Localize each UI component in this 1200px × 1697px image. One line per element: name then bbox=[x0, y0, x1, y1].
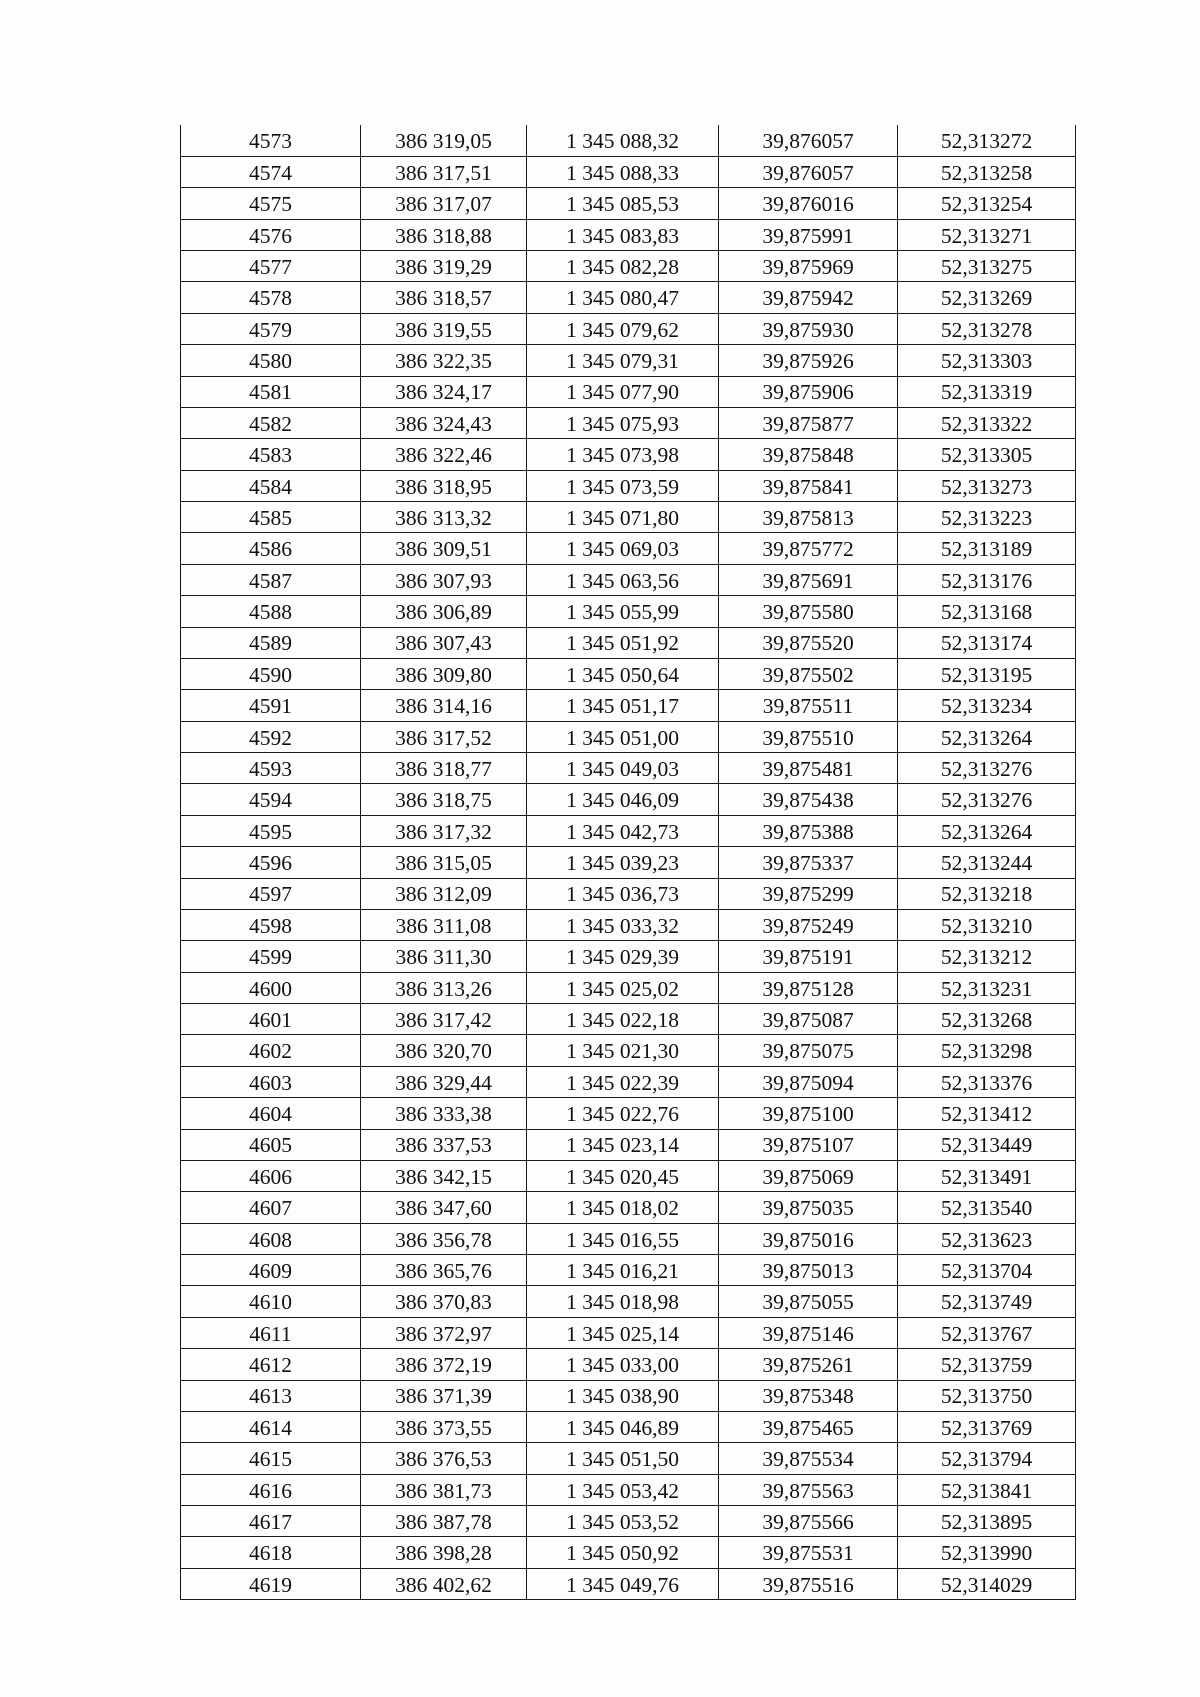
point-number-cell: 4598 bbox=[181, 909, 361, 940]
point-number-cell: 4618 bbox=[181, 1537, 361, 1568]
point-number-cell: 4576 bbox=[181, 219, 361, 250]
x-coordinate-cell: 386 314,16 bbox=[361, 690, 527, 721]
latitude-cell: 39,875069 bbox=[719, 1160, 898, 1191]
longitude-cell: 52,313278 bbox=[898, 313, 1076, 344]
table-row bbox=[181, 815, 1076, 846]
x-coordinate-cell: 386 309,80 bbox=[361, 658, 527, 689]
latitude-cell: 39,875813 bbox=[719, 502, 898, 533]
longitude-cell: 52,313298 bbox=[898, 1035, 1076, 1066]
table-row bbox=[181, 658, 1076, 689]
latitude-cell: 39,876016 bbox=[719, 188, 898, 219]
table-row bbox=[181, 1129, 1076, 1160]
y-coordinate-cell: 1 345 082,28 bbox=[527, 251, 719, 282]
point-number-cell: 4588 bbox=[181, 596, 361, 627]
table-row bbox=[181, 596, 1076, 627]
table-row bbox=[181, 345, 1076, 376]
longitude-cell: 52,313794 bbox=[898, 1443, 1076, 1474]
x-coordinate-cell: 386 365,76 bbox=[361, 1255, 527, 1286]
y-coordinate-cell: 1 345 051,17 bbox=[527, 690, 719, 721]
latitude-cell: 39,875438 bbox=[719, 784, 898, 815]
x-coordinate-cell: 386 381,73 bbox=[361, 1474, 527, 1505]
longitude-cell: 52,313412 bbox=[898, 1098, 1076, 1129]
y-coordinate-cell: 1 345 055,99 bbox=[527, 596, 719, 627]
longitude-cell: 52,313189 bbox=[898, 533, 1076, 564]
x-coordinate-cell: 386 371,39 bbox=[361, 1380, 527, 1411]
coordinates-table bbox=[180, 125, 1076, 1600]
x-coordinate-cell: 386 356,78 bbox=[361, 1223, 527, 1254]
point-number-cell: 4593 bbox=[181, 753, 361, 784]
table-row bbox=[181, 1066, 1076, 1097]
x-coordinate-cell: 386 318,88 bbox=[361, 219, 527, 250]
x-coordinate-cell: 386 307,43 bbox=[361, 627, 527, 658]
table-row bbox=[181, 251, 1076, 282]
x-coordinate-cell: 386 309,51 bbox=[361, 533, 527, 564]
latitude-cell: 39,875691 bbox=[719, 564, 898, 595]
point-number-cell: 4585 bbox=[181, 502, 361, 533]
y-coordinate-cell: 1 345 036,73 bbox=[527, 878, 719, 909]
y-coordinate-cell: 1 345 042,73 bbox=[527, 815, 719, 846]
table-row bbox=[181, 439, 1076, 470]
latitude-cell: 39,875075 bbox=[719, 1035, 898, 1066]
x-coordinate-cell: 386 318,75 bbox=[361, 784, 527, 815]
x-coordinate-cell: 386 319,05 bbox=[361, 125, 527, 156]
point-number-cell: 4581 bbox=[181, 376, 361, 407]
latitude-cell: 39,875249 bbox=[719, 909, 898, 940]
point-number-cell: 4615 bbox=[181, 1443, 361, 1474]
x-coordinate-cell: 386 312,09 bbox=[361, 878, 527, 909]
x-coordinate-cell: 386 317,51 bbox=[361, 156, 527, 187]
table-row bbox=[181, 407, 1076, 438]
point-number-cell: 4589 bbox=[181, 627, 361, 658]
longitude-cell: 52,313322 bbox=[898, 407, 1076, 438]
latitude-cell: 39,875299 bbox=[719, 878, 898, 909]
y-coordinate-cell: 1 345 053,42 bbox=[527, 1474, 719, 1505]
longitude-cell: 52,313276 bbox=[898, 753, 1076, 784]
y-coordinate-cell: 1 345 029,39 bbox=[527, 941, 719, 972]
x-coordinate-cell: 386 319,55 bbox=[361, 313, 527, 344]
x-coordinate-cell: 386 373,55 bbox=[361, 1411, 527, 1442]
y-coordinate-cell: 1 345 079,62 bbox=[527, 313, 719, 344]
point-number-cell: 4616 bbox=[181, 1474, 361, 1505]
y-coordinate-cell: 1 345 071,80 bbox=[527, 502, 719, 533]
point-number-cell: 4596 bbox=[181, 847, 361, 878]
table-row bbox=[181, 188, 1076, 219]
x-coordinate-cell: 386 322,46 bbox=[361, 439, 527, 470]
latitude-cell: 39,875772 bbox=[719, 533, 898, 564]
longitude-cell: 52,313749 bbox=[898, 1286, 1076, 1317]
point-number-cell: 4582 bbox=[181, 407, 361, 438]
table-row bbox=[181, 502, 1076, 533]
y-coordinate-cell: 1 345 018,98 bbox=[527, 1286, 719, 1317]
table-row bbox=[181, 878, 1076, 909]
latitude-cell: 39,875942 bbox=[719, 282, 898, 313]
latitude-cell: 39,875348 bbox=[719, 1380, 898, 1411]
longitude-cell: 52,313750 bbox=[898, 1380, 1076, 1411]
point-number-cell: 4601 bbox=[181, 1004, 361, 1035]
table-row bbox=[181, 1537, 1076, 1568]
x-coordinate-cell: 386 387,78 bbox=[361, 1506, 527, 1537]
longitude-cell: 52,313258 bbox=[898, 156, 1076, 187]
table-row bbox=[181, 1035, 1076, 1066]
longitude-cell: 52,313704 bbox=[898, 1255, 1076, 1286]
point-number-cell: 4587 bbox=[181, 564, 361, 595]
y-coordinate-cell: 1 345 016,55 bbox=[527, 1223, 719, 1254]
longitude-cell: 52,313244 bbox=[898, 847, 1076, 878]
y-coordinate-cell: 1 345 025,14 bbox=[527, 1317, 719, 1348]
latitude-cell: 39,875128 bbox=[719, 972, 898, 1003]
table-row bbox=[181, 470, 1076, 501]
point-number-cell: 4619 bbox=[181, 1568, 361, 1599]
y-coordinate-cell: 1 345 016,21 bbox=[527, 1255, 719, 1286]
latitude-cell: 39,875534 bbox=[719, 1443, 898, 1474]
latitude-cell: 39,875191 bbox=[719, 941, 898, 972]
point-number-cell: 4609 bbox=[181, 1255, 361, 1286]
longitude-cell: 52,313234 bbox=[898, 690, 1076, 721]
y-coordinate-cell: 1 345 075,93 bbox=[527, 407, 719, 438]
point-number-cell: 4608 bbox=[181, 1223, 361, 1254]
latitude-cell: 39,875969 bbox=[719, 251, 898, 282]
latitude-cell: 39,875566 bbox=[719, 1506, 898, 1537]
table-row bbox=[181, 1160, 1076, 1191]
x-coordinate-cell: 386 317,32 bbox=[361, 815, 527, 846]
point-number-cell: 4604 bbox=[181, 1098, 361, 1129]
y-coordinate-cell: 1 345 046,89 bbox=[527, 1411, 719, 1442]
table-row bbox=[181, 972, 1076, 1003]
point-number-cell: 4614 bbox=[181, 1411, 361, 1442]
x-coordinate-cell: 386 317,52 bbox=[361, 721, 527, 752]
latitude-cell: 39,875520 bbox=[719, 627, 898, 658]
latitude-cell: 39,875107 bbox=[719, 1129, 898, 1160]
table-row bbox=[181, 627, 1076, 658]
y-coordinate-cell: 1 345 083,83 bbox=[527, 219, 719, 250]
point-number-cell: 4583 bbox=[181, 439, 361, 470]
x-coordinate-cell: 386 318,95 bbox=[361, 470, 527, 501]
point-number-cell: 4580 bbox=[181, 345, 361, 376]
table-row bbox=[181, 1474, 1076, 1505]
latitude-cell: 39,875481 bbox=[719, 753, 898, 784]
table-row bbox=[181, 1255, 1076, 1286]
point-number-cell: 4575 bbox=[181, 188, 361, 219]
y-coordinate-cell: 1 345 049,03 bbox=[527, 753, 719, 784]
longitude-cell: 52,313769 bbox=[898, 1411, 1076, 1442]
longitude-cell: 52,313491 bbox=[898, 1160, 1076, 1191]
x-coordinate-cell: 386 317,07 bbox=[361, 188, 527, 219]
point-number-cell: 4597 bbox=[181, 878, 361, 909]
y-coordinate-cell: 1 345 051,92 bbox=[527, 627, 719, 658]
y-coordinate-cell: 1 345 022,39 bbox=[527, 1066, 719, 1097]
latitude-cell: 39,875388 bbox=[719, 815, 898, 846]
point-number-cell: 4577 bbox=[181, 251, 361, 282]
x-coordinate-cell: 386 347,60 bbox=[361, 1192, 527, 1223]
y-coordinate-cell: 1 345 023,14 bbox=[527, 1129, 719, 1160]
table-row bbox=[181, 1411, 1076, 1442]
x-coordinate-cell: 386 372,19 bbox=[361, 1349, 527, 1380]
table-row bbox=[181, 721, 1076, 752]
longitude-cell: 52,313269 bbox=[898, 282, 1076, 313]
table-row bbox=[181, 376, 1076, 407]
latitude-cell: 39,875926 bbox=[719, 345, 898, 376]
y-coordinate-cell: 1 345 038,90 bbox=[527, 1380, 719, 1411]
point-number-cell: 4605 bbox=[181, 1129, 361, 1160]
y-coordinate-cell: 1 345 020,45 bbox=[527, 1160, 719, 1191]
longitude-cell: 52,313176 bbox=[898, 564, 1076, 595]
y-coordinate-cell: 1 345 069,03 bbox=[527, 533, 719, 564]
latitude-cell: 39,875906 bbox=[719, 376, 898, 407]
coordinates-table-body bbox=[181, 125, 1076, 1600]
point-number-cell: 4573 bbox=[181, 125, 361, 156]
x-coordinate-cell: 386 311,30 bbox=[361, 941, 527, 972]
latitude-cell: 39,875100 bbox=[719, 1098, 898, 1129]
longitude-cell: 52,313275 bbox=[898, 251, 1076, 282]
longitude-cell: 52,313990 bbox=[898, 1537, 1076, 1568]
latitude-cell: 39,875261 bbox=[719, 1349, 898, 1380]
point-number-cell: 4612 bbox=[181, 1349, 361, 1380]
latitude-cell: 39,875094 bbox=[719, 1066, 898, 1097]
latitude-cell: 39,875502 bbox=[719, 658, 898, 689]
longitude-cell: 52,313841 bbox=[898, 1474, 1076, 1505]
longitude-cell: 52,314029 bbox=[898, 1568, 1076, 1599]
y-coordinate-cell: 1 345 050,64 bbox=[527, 658, 719, 689]
table-row bbox=[181, 847, 1076, 878]
point-number-cell: 4595 bbox=[181, 815, 361, 846]
latitude-cell: 39,875465 bbox=[719, 1411, 898, 1442]
table-row bbox=[181, 125, 1076, 156]
latitude-cell: 39,875563 bbox=[719, 1474, 898, 1505]
longitude-cell: 52,313623 bbox=[898, 1223, 1076, 1254]
latitude-cell: 39,875016 bbox=[719, 1223, 898, 1254]
y-coordinate-cell: 1 345 018,02 bbox=[527, 1192, 719, 1223]
x-coordinate-cell: 386 337,53 bbox=[361, 1129, 527, 1160]
x-coordinate-cell: 386 398,28 bbox=[361, 1537, 527, 1568]
table-row bbox=[181, 1223, 1076, 1254]
latitude-cell: 39,875087 bbox=[719, 1004, 898, 1035]
y-coordinate-cell: 1 345 050,92 bbox=[527, 1537, 719, 1568]
latitude-cell: 39,875877 bbox=[719, 407, 898, 438]
table-row bbox=[181, 219, 1076, 250]
point-number-cell: 4603 bbox=[181, 1066, 361, 1097]
table-row bbox=[181, 1443, 1076, 1474]
latitude-cell: 39,875991 bbox=[719, 219, 898, 250]
latitude-cell: 39,875146 bbox=[719, 1317, 898, 1348]
table-row bbox=[181, 533, 1076, 564]
point-number-cell: 4602 bbox=[181, 1035, 361, 1066]
point-number-cell: 4611 bbox=[181, 1317, 361, 1348]
longitude-cell: 52,313319 bbox=[898, 376, 1076, 407]
x-coordinate-cell: 386 318,57 bbox=[361, 282, 527, 313]
table-row bbox=[181, 941, 1076, 972]
table-row bbox=[181, 1349, 1076, 1380]
longitude-cell: 52,313895 bbox=[898, 1506, 1076, 1537]
x-coordinate-cell: 386 313,32 bbox=[361, 502, 527, 533]
point-number-cell: 4600 bbox=[181, 972, 361, 1003]
x-coordinate-cell: 386 315,05 bbox=[361, 847, 527, 878]
x-coordinate-cell: 386 370,83 bbox=[361, 1286, 527, 1317]
x-coordinate-cell: 386 342,15 bbox=[361, 1160, 527, 1191]
longitude-cell: 52,313449 bbox=[898, 1129, 1076, 1160]
point-number-cell: 4610 bbox=[181, 1286, 361, 1317]
x-coordinate-cell: 386 318,77 bbox=[361, 753, 527, 784]
y-coordinate-cell: 1 345 025,02 bbox=[527, 972, 719, 1003]
latitude-cell: 39,875337 bbox=[719, 847, 898, 878]
latitude-cell: 39,876057 bbox=[719, 125, 898, 156]
latitude-cell: 39,875511 bbox=[719, 690, 898, 721]
table-row bbox=[181, 784, 1076, 815]
longitude-cell: 52,313174 bbox=[898, 627, 1076, 658]
table-row bbox=[181, 909, 1076, 940]
longitude-cell: 52,313273 bbox=[898, 470, 1076, 501]
longitude-cell: 52,313272 bbox=[898, 125, 1076, 156]
x-coordinate-cell: 386 372,97 bbox=[361, 1317, 527, 1348]
table-row bbox=[181, 1380, 1076, 1411]
y-coordinate-cell: 1 345 077,90 bbox=[527, 376, 719, 407]
longitude-cell: 52,313264 bbox=[898, 721, 1076, 752]
longitude-cell: 52,313210 bbox=[898, 909, 1076, 940]
table-row bbox=[181, 313, 1076, 344]
x-coordinate-cell: 386 324,43 bbox=[361, 407, 527, 438]
x-coordinate-cell: 386 306,89 bbox=[361, 596, 527, 627]
x-coordinate-cell: 386 322,35 bbox=[361, 345, 527, 376]
longitude-cell: 52,313168 bbox=[898, 596, 1076, 627]
x-coordinate-cell: 386 311,08 bbox=[361, 909, 527, 940]
point-number-cell: 4590 bbox=[181, 658, 361, 689]
point-number-cell: 4579 bbox=[181, 313, 361, 344]
y-coordinate-cell: 1 345 051,50 bbox=[527, 1443, 719, 1474]
longitude-cell: 52,313767 bbox=[898, 1317, 1076, 1348]
longitude-cell: 52,313223 bbox=[898, 502, 1076, 533]
point-number-cell: 4578 bbox=[181, 282, 361, 313]
table-row bbox=[181, 1568, 1076, 1599]
latitude-cell: 39,875055 bbox=[719, 1286, 898, 1317]
y-coordinate-cell: 1 345 080,47 bbox=[527, 282, 719, 313]
x-coordinate-cell: 386 376,53 bbox=[361, 1443, 527, 1474]
x-coordinate-cell: 386 402,62 bbox=[361, 1568, 527, 1599]
longitude-cell: 52,313254 bbox=[898, 188, 1076, 219]
longitude-cell: 52,313218 bbox=[898, 878, 1076, 909]
table-row bbox=[181, 1286, 1076, 1317]
x-coordinate-cell: 386 313,26 bbox=[361, 972, 527, 1003]
point-number-cell: 4594 bbox=[181, 784, 361, 815]
table-row bbox=[181, 1506, 1076, 1537]
latitude-cell: 39,875848 bbox=[719, 439, 898, 470]
longitude-cell: 52,313276 bbox=[898, 784, 1076, 815]
longitude-cell: 52,313195 bbox=[898, 658, 1076, 689]
point-number-cell: 4584 bbox=[181, 470, 361, 501]
table-row bbox=[181, 1098, 1076, 1129]
x-coordinate-cell: 386 317,42 bbox=[361, 1004, 527, 1035]
y-coordinate-cell: 1 345 053,52 bbox=[527, 1506, 719, 1537]
point-number-cell: 4591 bbox=[181, 690, 361, 721]
y-coordinate-cell: 1 345 085,53 bbox=[527, 188, 719, 219]
x-coordinate-cell: 386 324,17 bbox=[361, 376, 527, 407]
y-coordinate-cell: 1 345 033,32 bbox=[527, 909, 719, 940]
latitude-cell: 39,875510 bbox=[719, 721, 898, 752]
longitude-cell: 52,313212 bbox=[898, 941, 1076, 972]
longitude-cell: 52,313303 bbox=[898, 345, 1076, 376]
y-coordinate-cell: 1 345 033,00 bbox=[527, 1349, 719, 1380]
table-row bbox=[181, 753, 1076, 784]
x-coordinate-cell: 386 333,38 bbox=[361, 1098, 527, 1129]
table-row bbox=[181, 564, 1076, 595]
table-row bbox=[181, 1004, 1076, 1035]
latitude-cell: 39,875930 bbox=[719, 313, 898, 344]
table-row bbox=[181, 282, 1076, 313]
table-row bbox=[181, 690, 1076, 721]
y-coordinate-cell: 1 345 022,18 bbox=[527, 1004, 719, 1035]
longitude-cell: 52,313271 bbox=[898, 219, 1076, 250]
point-number-cell: 4617 bbox=[181, 1506, 361, 1537]
latitude-cell: 39,875013 bbox=[719, 1255, 898, 1286]
table-row bbox=[181, 1192, 1076, 1223]
point-number-cell: 4586 bbox=[181, 533, 361, 564]
point-number-cell: 4592 bbox=[181, 721, 361, 752]
y-coordinate-cell: 1 345 073,59 bbox=[527, 470, 719, 501]
x-coordinate-cell: 386 320,70 bbox=[361, 1035, 527, 1066]
y-coordinate-cell: 1 345 079,31 bbox=[527, 345, 719, 376]
longitude-cell: 52,313305 bbox=[898, 439, 1076, 470]
y-coordinate-cell: 1 345 088,33 bbox=[527, 156, 719, 187]
y-coordinate-cell: 1 345 039,23 bbox=[527, 847, 719, 878]
point-number-cell: 4606 bbox=[181, 1160, 361, 1191]
y-coordinate-cell: 1 345 051,00 bbox=[527, 721, 719, 752]
table-row bbox=[181, 156, 1076, 187]
point-number-cell: 4607 bbox=[181, 1192, 361, 1223]
point-number-cell: 4599 bbox=[181, 941, 361, 972]
y-coordinate-cell: 1 345 088,32 bbox=[527, 125, 719, 156]
longitude-cell: 52,313268 bbox=[898, 1004, 1076, 1035]
y-coordinate-cell: 1 345 073,98 bbox=[527, 439, 719, 470]
longitude-cell: 52,313264 bbox=[898, 815, 1076, 846]
longitude-cell: 52,313759 bbox=[898, 1349, 1076, 1380]
x-coordinate-cell: 386 319,29 bbox=[361, 251, 527, 282]
y-coordinate-cell: 1 345 046,09 bbox=[527, 784, 719, 815]
longitude-cell: 52,313376 bbox=[898, 1066, 1076, 1097]
table-row bbox=[181, 1317, 1076, 1348]
y-coordinate-cell: 1 345 063,56 bbox=[527, 564, 719, 595]
latitude-cell: 39,875516 bbox=[719, 1568, 898, 1599]
latitude-cell: 39,875531 bbox=[719, 1537, 898, 1568]
longitude-cell: 52,313231 bbox=[898, 972, 1076, 1003]
y-coordinate-cell: 1 345 022,76 bbox=[527, 1098, 719, 1129]
point-number-cell: 4574 bbox=[181, 156, 361, 187]
latitude-cell: 39,875841 bbox=[719, 470, 898, 501]
latitude-cell: 39,875580 bbox=[719, 596, 898, 627]
y-coordinate-cell: 1 345 049,76 bbox=[527, 1568, 719, 1599]
longitude-cell: 52,313540 bbox=[898, 1192, 1076, 1223]
y-coordinate-cell: 1 345 021,30 bbox=[527, 1035, 719, 1066]
latitude-cell: 39,876057 bbox=[719, 156, 898, 187]
x-coordinate-cell: 386 329,44 bbox=[361, 1066, 527, 1097]
latitude-cell: 39,875035 bbox=[719, 1192, 898, 1223]
point-number-cell: 4613 bbox=[181, 1380, 361, 1411]
x-coordinate-cell: 386 307,93 bbox=[361, 564, 527, 595]
